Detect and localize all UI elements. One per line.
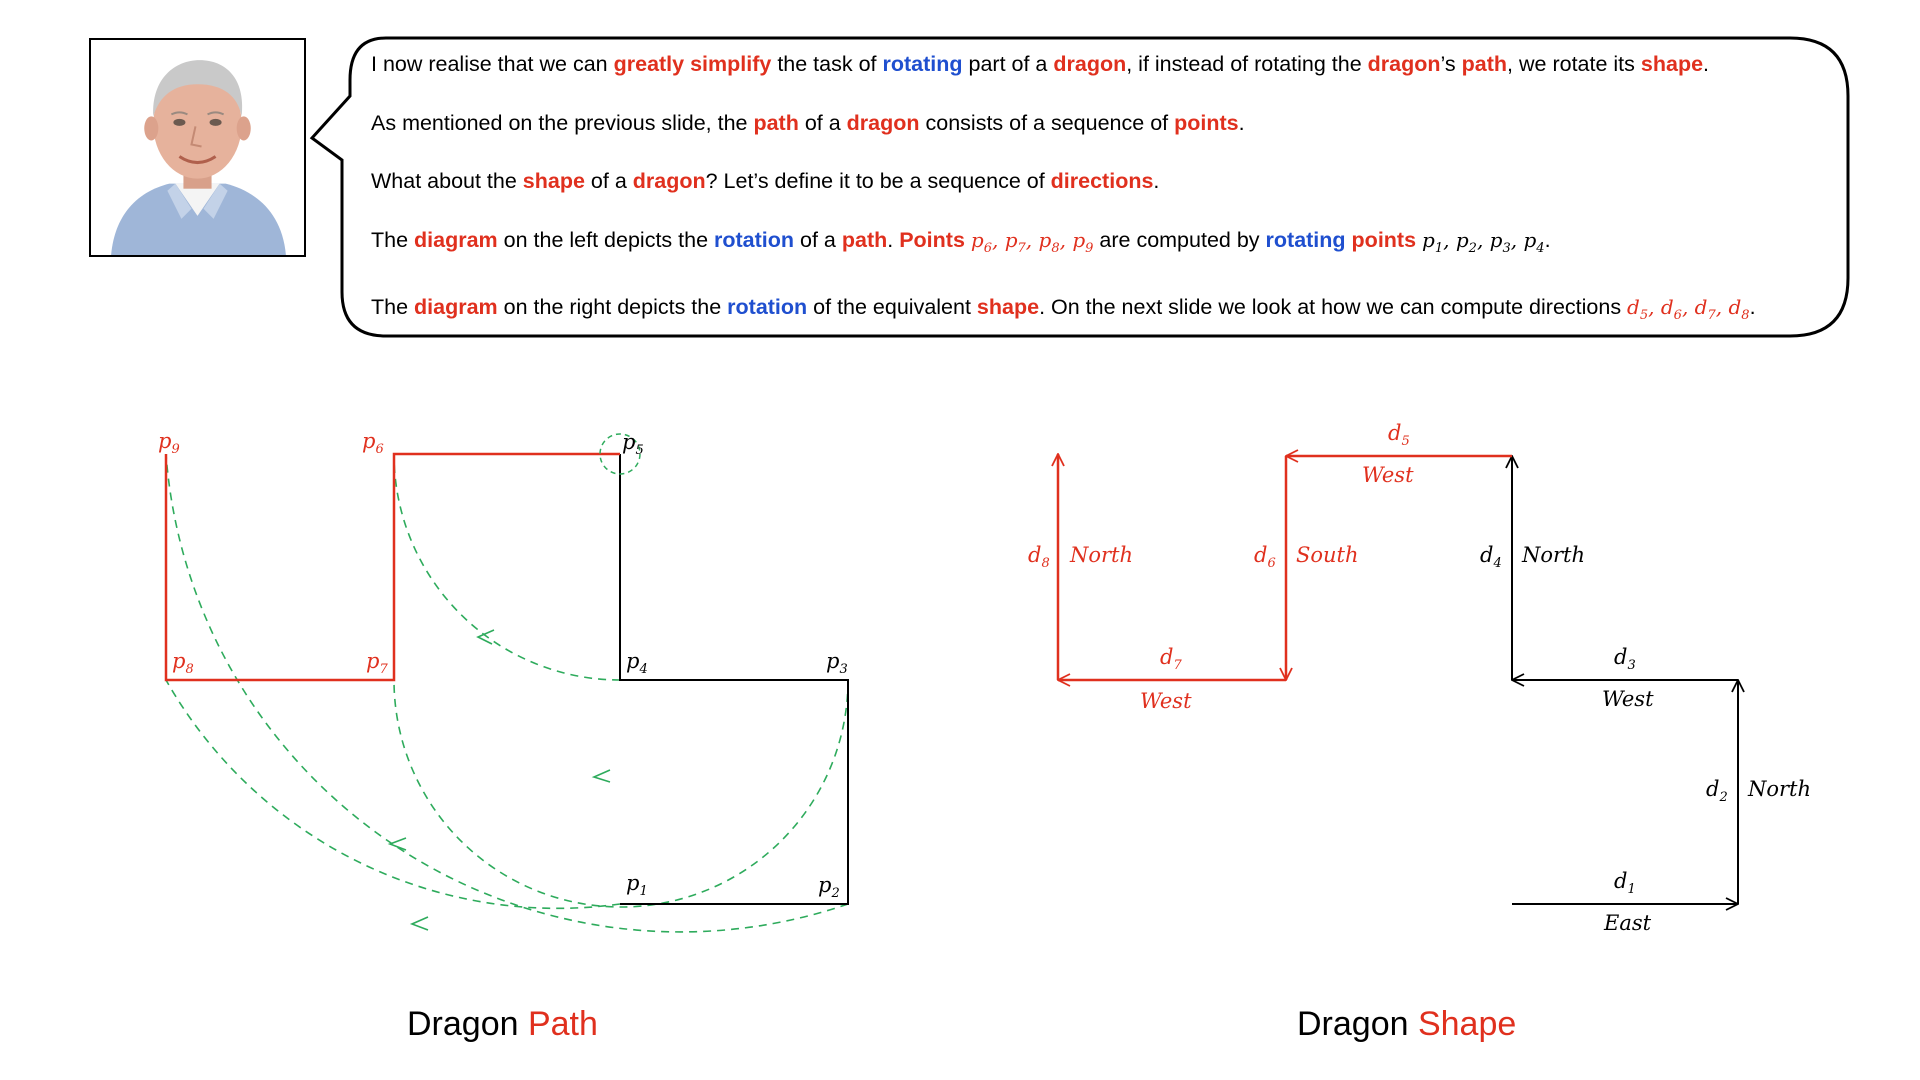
keyword: directions (1050, 169, 1154, 193)
math-p2: $p_2$ (1455, 227, 1477, 256)
math-sep: , (1025, 227, 1039, 252)
text-run: on the right depicts the (497, 295, 728, 319)
keyword: diagram (414, 227, 498, 252)
text-run: of the equivalent (807, 295, 977, 319)
rotation-arc-p2-p9 (166, 454, 848, 932)
dragon-shape-diagram (1028, 421, 1811, 935)
keyword: diagram (414, 295, 498, 319)
original-path-segments (620, 454, 848, 904)
keyword: shape (522, 169, 585, 193)
direction-label-d6: $d_6$ (1254, 543, 1276, 571)
direction-label-d5: $d_5$ (1388, 421, 1410, 449)
direction-word-d1: East (1604, 911, 1652, 935)
rotation-arc-p1-p8 (166, 680, 620, 908)
dragon-path-diagram (158, 429, 848, 932)
direction-label-d1: $d_1$ (1614, 869, 1636, 897)
math-p9: $p_9$ (1072, 227, 1094, 256)
keyword: dragon (1367, 52, 1441, 76)
caption-word: Dragon (407, 1005, 528, 1043)
keyword: rotating (882, 52, 963, 76)
point-label-p2: $p_2$ (818, 873, 840, 901)
rotated-path-segments (166, 454, 620, 680)
math-p6: $p_6$ (970, 227, 992, 256)
rotation-arc-arrowhead (412, 917, 428, 930)
keyword: dragon (632, 169, 706, 193)
keyword: rotating (1265, 227, 1346, 252)
direction-word-d3: West (1602, 687, 1654, 711)
text-run: The (371, 295, 415, 319)
rotation-arc-p3-p7 (394, 680, 848, 907)
direction-word-d4: North (1522, 543, 1586, 567)
caption-word: Dragon (1297, 1005, 1418, 1043)
keyword: path (841, 227, 888, 252)
text-run: . (1153, 169, 1160, 193)
text-run: part of a (962, 52, 1054, 76)
direction-label-d3: $d_3$ (1614, 645, 1636, 673)
text-run: consists of a sequence of (919, 110, 1175, 135)
text-run: the task of (771, 52, 883, 76)
math-sep: , (1648, 295, 1661, 319)
text-run: . (1749, 295, 1756, 319)
keyword: points (1174, 110, 1239, 135)
direction-label-d7: $d_7$ (1160, 645, 1182, 673)
direction-word-d5: West (1362, 463, 1414, 487)
rotation-arc-arrowhead (594, 770, 610, 782)
point-label-p1: $p_1$ (626, 871, 648, 899)
keyword: rotation (714, 227, 795, 252)
keyword: points (1351, 227, 1417, 252)
text-run: . (1238, 110, 1245, 135)
text-run: . (887, 227, 900, 252)
math-sep: , (1443, 227, 1456, 252)
keyword: path (753, 110, 799, 135)
direction-word-d8: North (1070, 543, 1134, 567)
text-run: of a (794, 227, 842, 252)
rotation-arc-arrowhead (478, 630, 494, 644)
point-label-p3: $p_3$ (826, 649, 848, 677)
text-run: on the left depicts the (497, 227, 715, 252)
math-sep: , (1510, 227, 1524, 252)
text-run: . (1703, 52, 1710, 76)
caption-accent: Path (527, 1005, 598, 1043)
math-sep: , (1059, 227, 1073, 252)
direction-word-d7: West (1140, 689, 1192, 713)
point-label-p7: $p_7$ (366, 649, 388, 677)
math-d5: $d_5$ (1627, 295, 1649, 323)
text-run: of a (798, 110, 847, 135)
keyword: path (1461, 52, 1508, 76)
caption-dragon-shape (1297, 1005, 1516, 1044)
keyword: rotation (727, 295, 808, 319)
rotation-arc-p4-p6 (394, 454, 620, 680)
text-run: I now realise that we can (371, 52, 614, 76)
text-run: The (371, 227, 415, 252)
math-p1: $p_1$ (1422, 227, 1444, 256)
direction-label-d4: $d_4$ (1480, 543, 1502, 571)
caption-dragon-path (407, 1005, 598, 1044)
math-sep: , (1681, 295, 1695, 319)
keyword: Points (899, 227, 965, 252)
text-run: . (1544, 227, 1551, 252)
text-run: are computed by (1093, 227, 1266, 252)
math-p3: $p_3$ (1489, 227, 1511, 256)
math-sep: , (1715, 295, 1729, 319)
point-label-p9: $p_9$ (158, 429, 180, 457)
text-run: ’s (1440, 52, 1462, 76)
keyword: shape (976, 295, 1040, 319)
text-run: , we rotate its (1507, 52, 1641, 76)
point-label-p8: $p_8$ (172, 649, 194, 677)
math-p7: $p_7$ (1004, 227, 1026, 256)
text-run: ? Let’s define it to be a sequence of (705, 169, 1051, 193)
point-label-p4: $p_4$ (626, 649, 648, 677)
math-d6: $d_6$ (1660, 295, 1682, 323)
direction-word-d2: North (1748, 777, 1812, 801)
keyword: dragon (846, 110, 920, 135)
direction-label-d8: $d_8$ (1028, 543, 1050, 571)
math-d7: $d_7$ (1694, 295, 1716, 323)
text-run: As mentioned on the previous slide, the (371, 110, 754, 135)
point-label-p6: $p_6$ (362, 429, 384, 457)
caption-accent: Shape (1417, 1005, 1517, 1043)
text-run: What about the (371, 169, 523, 193)
keyword: dragon (1053, 52, 1127, 76)
direction-word-d6: South (1296, 543, 1359, 567)
direction-label-d2: $d_2$ (1706, 777, 1728, 805)
keyword: greatly simplify (613, 52, 772, 76)
math-sep: , (1476, 227, 1490, 252)
math-p8: $p_8$ (1038, 227, 1060, 256)
text-run: . On the next slide we look at how we can compute directions (1039, 295, 1628, 319)
math-sep: , (991, 227, 1005, 252)
text-run: , if instead of rotating the (1126, 52, 1368, 76)
math-d8: $d_8$ (1728, 295, 1750, 323)
keyword: shape (1640, 52, 1704, 76)
point-label-p5: $p_5$ (622, 430, 644, 458)
text-run: of a (584, 169, 633, 193)
math-p4: $p_4$ (1523, 227, 1545, 256)
